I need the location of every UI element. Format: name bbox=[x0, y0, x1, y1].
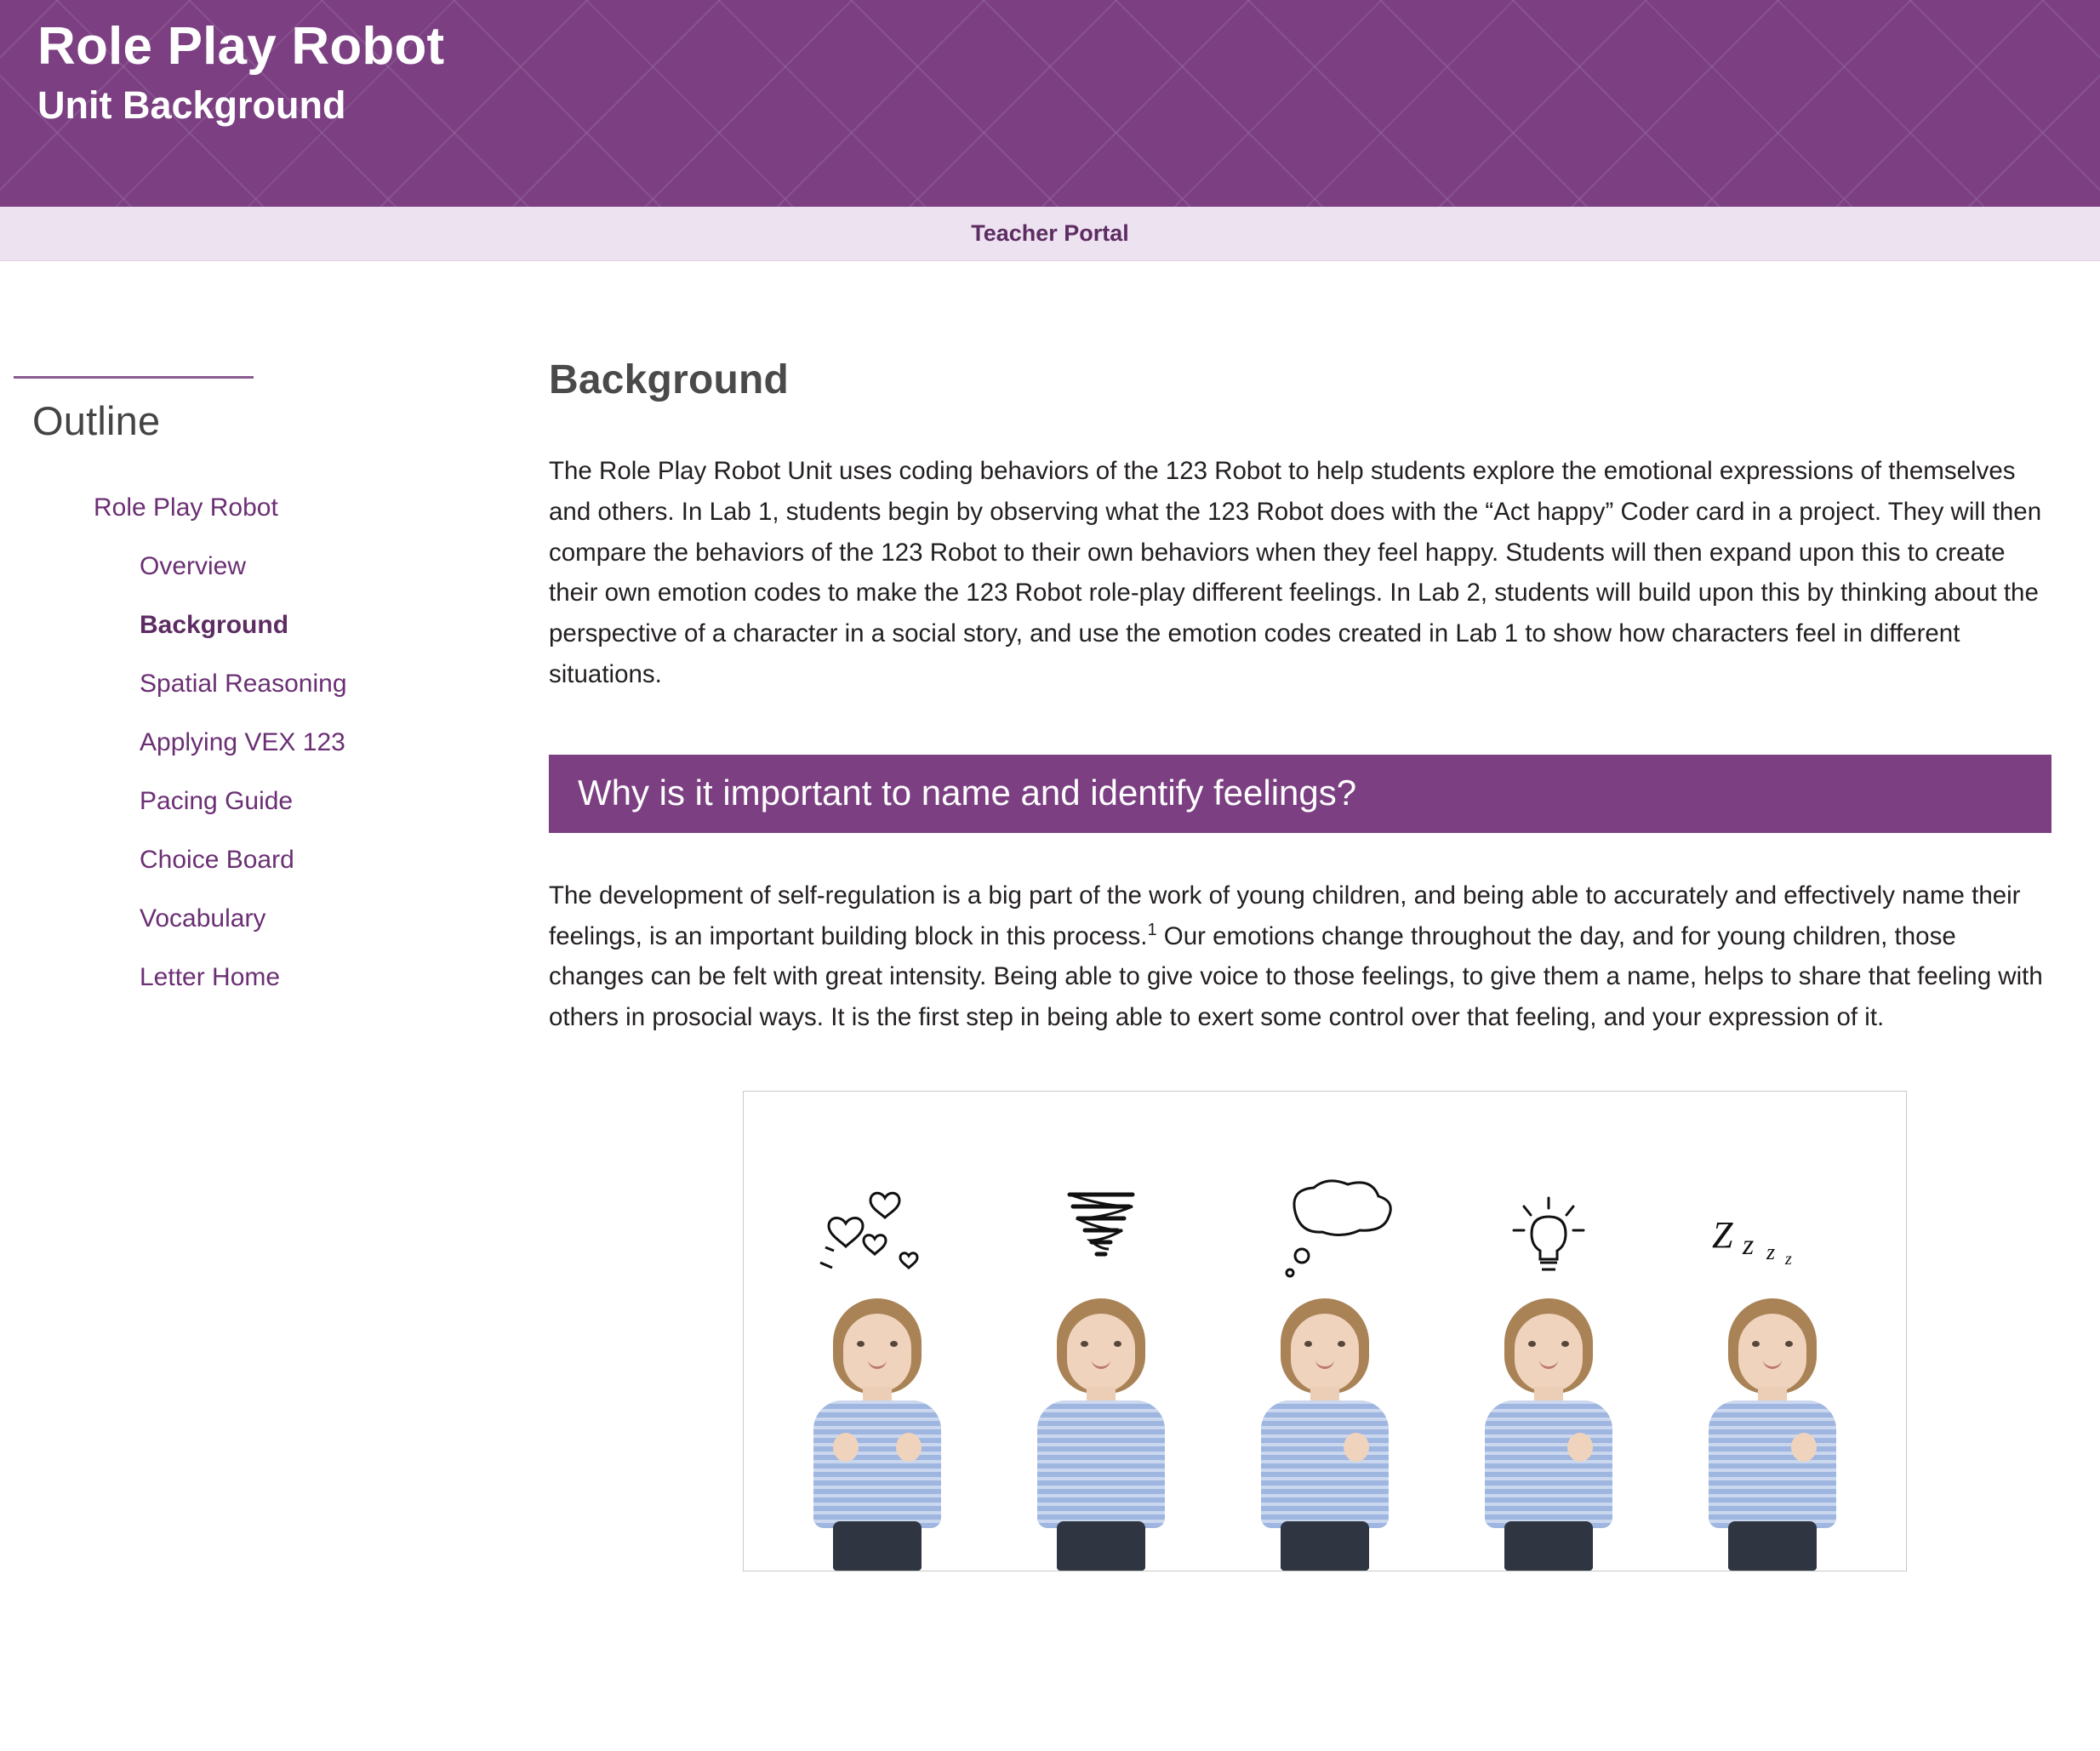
child-figure bbox=[1475, 1298, 1622, 1571]
emotions-photo-children bbox=[744, 1092, 1906, 1571]
sidebar-item-spatial-reasoning[interactable]: Spatial Reasoning bbox=[140, 670, 347, 698]
background-intro-paragraph: The Role Play Robot Unit uses coding behaviors of the 123 Robot to help students explore the emotional expressions of themselves and others. In Lab 1, students begin by observing what the 123 Robot does with the “Act happy” Coder card in a project. They will then compare the behaviors of the 123 Robot to their own behaviors when they feel happy. Students will then expand upon this to create their own emotion codes to make the 123 Robot role-play different feelings. In Lab 2, students will build upon this by thinking about the perspective of a character in a social story, and use the emotion codes created in Lab 1 to show how characters feel in different situations. bbox=[549, 457, 2042, 688]
callout-paragraph-part2: Our emotions change throughout the day, and for young children, those changes can be felt with great intensity. Being able to give voice to those feelings, to give them a name, helps to share that feeling with others in prosocial ways. It is the first step in being able to exert some control over that feeling, and your expression of it. bbox=[549, 921, 2043, 1032]
svg-text:z: z bbox=[1784, 1250, 1792, 1269]
callout-paragraph-part1: The development of self-regulation is a big part of the work of young children, and being able to accurately and effectively name their feelings, is an important building block in this process. bbox=[549, 881, 2021, 950]
child-sleepy bbox=[1687, 1171, 1857, 1571]
lightbulb-icon bbox=[1468, 1174, 1629, 1283]
page-body bbox=[0, 261, 2100, 1571]
callout-paragraph bbox=[549, 876, 2051, 1038]
callout-heading-bar bbox=[549, 755, 2051, 833]
child-figure bbox=[1699, 1298, 1846, 1571]
svg-text:Z: Z bbox=[1711, 1214, 1733, 1256]
child-angry bbox=[1016, 1171, 1186, 1571]
background-section-title: Background bbox=[549, 357, 790, 402]
thought-bubble-icon bbox=[1244, 1174, 1406, 1283]
sidebar-item-choice-board[interactable]: Choice Board bbox=[140, 846, 294, 874]
child-happy bbox=[792, 1171, 962, 1571]
emotions-photo-figure bbox=[743, 1091, 1907, 1571]
sidebar-divider bbox=[14, 376, 254, 379]
outline-heading: Outline bbox=[32, 398, 161, 443]
teacher-portal-label: Teacher Portal bbox=[971, 220, 1129, 246]
sidebar-item-letter-home[interactable]: Letter Home bbox=[140, 963, 281, 991]
sidebar-item-vocabulary[interactable]: Vocabulary bbox=[140, 904, 266, 933]
child-idea bbox=[1464, 1171, 1634, 1571]
sidebar-item-role-play-robot[interactable]: Role Play Robot bbox=[94, 493, 278, 522]
sidebar-item-overview[interactable]: Overview bbox=[140, 552, 247, 580]
page-title: Role Play Robot bbox=[37, 17, 445, 76]
child-figure bbox=[1028, 1298, 1174, 1571]
hearts-icon bbox=[796, 1174, 958, 1283]
sidebar-item-pacing-guide[interactable]: Pacing Guide bbox=[140, 787, 294, 815]
child-figure bbox=[804, 1298, 950, 1571]
child-thinking bbox=[1240, 1171, 1410, 1571]
child-figure bbox=[1252, 1298, 1398, 1571]
sidebar-item-background[interactable]: Background bbox=[140, 611, 289, 639]
callout-heading-text: Why is it important to name and identify feelings? bbox=[578, 772, 1357, 813]
outline-nav bbox=[14, 478, 532, 1007]
page-subtitle: Unit Background bbox=[37, 83, 346, 128]
site-header bbox=[0, 0, 2100, 207]
main-content bbox=[532, 261, 2072, 1571]
zzz-icon bbox=[1692, 1174, 1853, 1283]
sidebar-item-applying-vex-123[interactable]: Applying VEX 123 bbox=[140, 728, 345, 756]
svg-text:z: z bbox=[1742, 1229, 1754, 1261]
svg-text:z: z bbox=[1766, 1240, 1775, 1264]
footnote-marker[interactable]: 1 bbox=[1147, 920, 1157, 939]
outline-sidebar bbox=[0, 261, 532, 1007]
tornado-icon bbox=[1020, 1174, 1182, 1283]
teacher-portal-bar[interactable] bbox=[0, 207, 2100, 261]
